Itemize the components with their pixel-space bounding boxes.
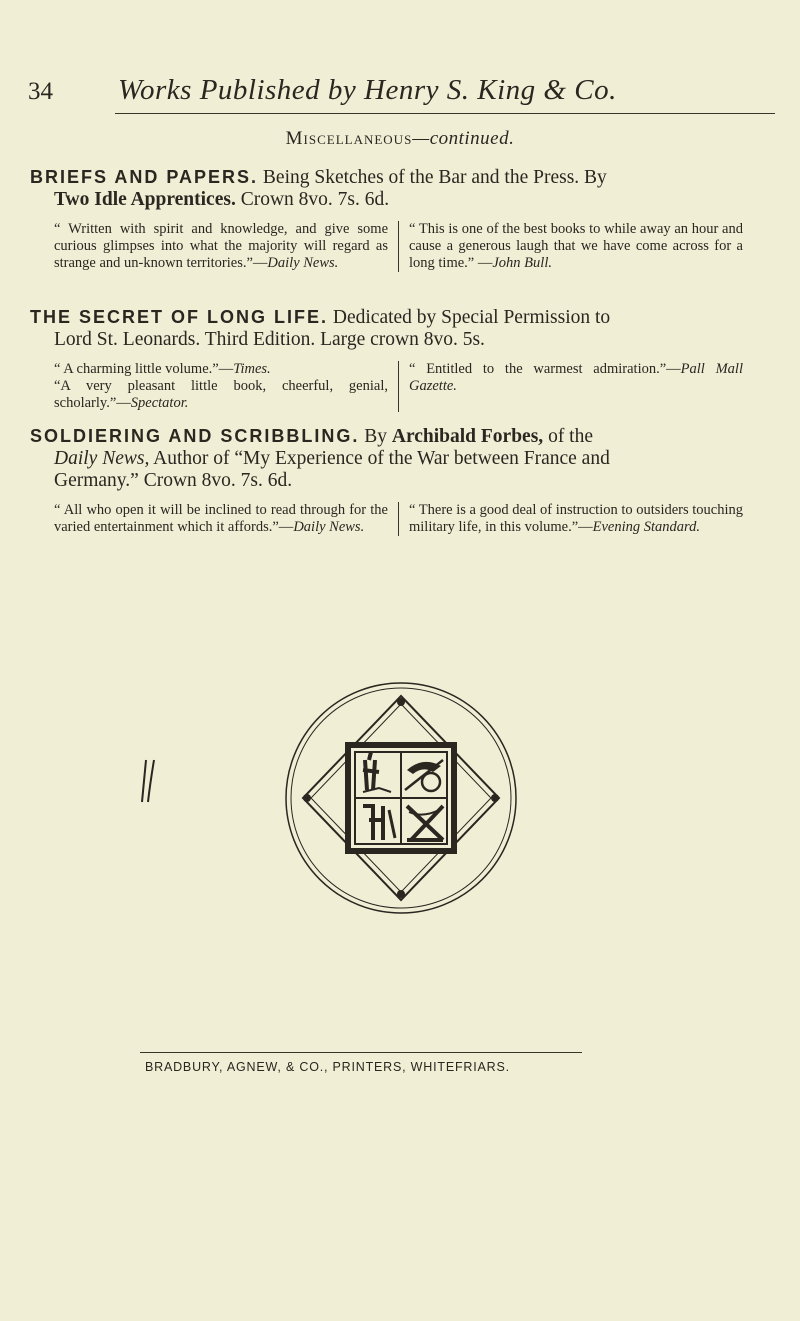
review-right	[398, 502, 743, 536]
entry-title-text: By	[359, 426, 392, 447]
review-quote: “ There is a good deal of instruction to outsiders touching military life, in this volume.”—	[409, 502, 743, 535]
review-columns	[54, 221, 774, 272]
entry-title-caps: BRIEFS AND PAPERS.	[30, 167, 259, 187]
review-quote: “ Written with spirit and knowledge, and give some curious glimpses into what the majority will regard as strange and un-known territories.”—	[54, 221, 388, 271]
review-source: Evening Standard.	[592, 519, 701, 535]
review-left	[54, 502, 398, 536]
entry-title-caps: SOLDIERING AND SCRIBBLING.	[30, 426, 360, 446]
entry-format: Crown 8vo. 7s. 6d.	[235, 189, 390, 210]
entry-title-caps: THE SECRET OF LONG LIFE.	[30, 307, 329, 327]
review-columns	[54, 502, 774, 536]
section-heading	[0, 128, 800, 150]
footer-rule	[140, 1052, 582, 1053]
entry-briefs-and-papers	[30, 166, 778, 272]
review-source: Daily News.	[293, 519, 365, 535]
entry-soldiering-and-scribbling	[30, 425, 778, 536]
review-right	[398, 361, 743, 412]
review-source: Daily News.	[267, 255, 339, 271]
printer-imprint: BRADBURY, AGNEW, & CO., PRINTERS, WHITEFRIARS.	[145, 1060, 510, 1074]
entry-secret-of-long-life	[30, 306, 778, 412]
review-quote-b: “A very pleasant little book, cheerful, genial, scholarly.”—	[54, 378, 388, 411]
entry-title	[30, 166, 778, 211]
review-quote: “ All who open it will be inclined to read through for the varied entertainment which it affords.”—	[54, 502, 388, 535]
entry-title-text: Dedicated by Special Permission to	[328, 307, 611, 328]
entry-title-text-2: of the	[543, 426, 594, 447]
review-right	[398, 221, 743, 272]
section-suffix: —continued.	[412, 128, 515, 149]
review-quote: “ Entitled to the warmest admiration.”—	[409, 361, 681, 377]
entry-periodical: Daily News,	[54, 448, 150, 469]
handwritten-mark-icon	[136, 758, 160, 804]
review-source: Pall Mall Gazette.	[409, 361, 743, 394]
review-left	[54, 221, 398, 272]
section-label: Miscellaneous	[285, 128, 413, 149]
entry-title-text: Being Sketches of the Bar and the Press. By	[258, 167, 607, 188]
entry-title-continuation	[30, 448, 778, 470]
entry-title-continuation: Lord St. Leonards. Third Edition. Large crown 8vo. 5s.	[54, 329, 485, 350]
review-left	[54, 361, 398, 412]
entry-title	[30, 425, 778, 492]
entry-author: Archibald Forbes,	[391, 426, 544, 447]
entry-author: Two Idle Apprentices.	[54, 189, 236, 210]
review-quote: “ A charming little volume.”—	[54, 361, 234, 377]
review-quote: “ This is one of the best books to while away an hour and cause a generous laugh that we have come across for a long time.” —	[409, 221, 743, 271]
review-source: John Bull.	[492, 255, 552, 271]
entry-line2-text: Author of “My Experience of the War between France and	[149, 448, 610, 469]
review-source-b: Spectator.	[130, 395, 189, 411]
review-columns	[54, 361, 774, 412]
running-title: Works Published by Henry S. King & Co.	[118, 74, 617, 106]
page-number: 34	[28, 78, 53, 105]
entry-title-continuation	[30, 189, 778, 211]
entry-title-continuation-2: Germany.” Crown 8vo. 7s. 6d.	[54, 470, 293, 491]
publisher-device-icon	[283, 680, 519, 916]
running-head	[28, 74, 772, 114]
head-rule	[115, 113, 775, 114]
entry-title	[30, 306, 778, 351]
review-source: Times.	[233, 361, 271, 377]
